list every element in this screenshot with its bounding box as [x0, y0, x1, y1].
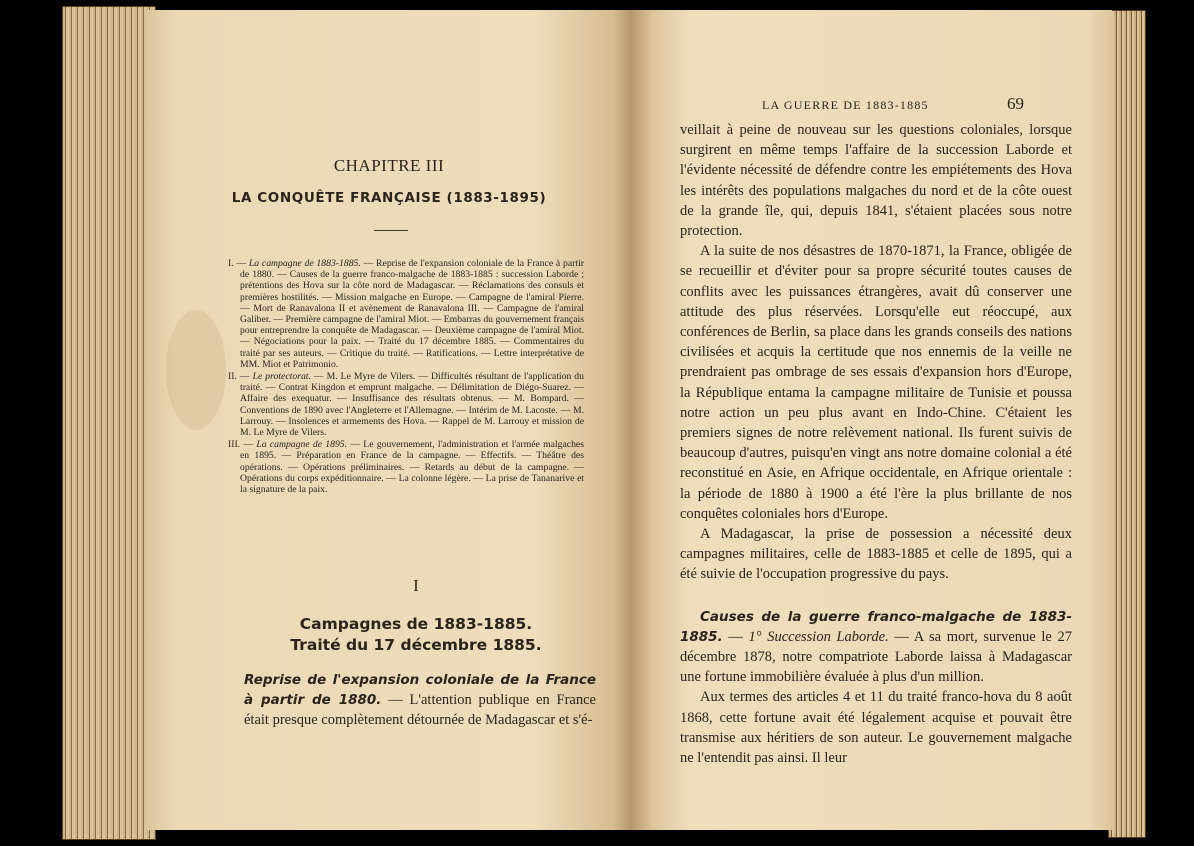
left-page	[146, 10, 632, 830]
summary-item: II. — Le protectorat. — M. Le Myre de Vilers. — Difficultés résultant de l'application du traité. — Contrat Kingdon et emprunt malgache. — Délimitation de Diégo-Suarez. — Affaire des exequatur. — Insuffisance des résultats obtenus. — M. Bompard. — Conventions de 1890 avec l'Angleterre et l'Allemagne. — Intérim de M. Lacoste. — M. Larrouy. — Insolences et armements des Hova. — Rappel de M. Larrouy et mission de M. Le Myre de Vilers.	[228, 371, 584, 439]
paragraph-heading: Reprise de l'expansion coloniale de la France à partir de 1880.	[244, 672, 596, 708]
page-edges-right	[1108, 10, 1146, 838]
title-rule	[374, 230, 408, 231]
section-numeral: I	[413, 576, 419, 595]
paragraph: Causes de la guerre franco-malgache de 1883-1885. — 1° Succession Laborde. — A sa mort, survenue le 27 décembre 1878, notre compatriote Laborde laissa à Madagascar une fortune immobilière évaluée à plus d'un million.	[680, 608, 1072, 686]
paper-stain	[166, 310, 226, 430]
paragraph-text: — L'attention publique en France était presque complètement détournée de Madagascar et s'é-	[244, 692, 596, 728]
chapter-title: LA CONQUÊTE FRANÇAISE (1883-1895)	[231, 190, 547, 206]
paragraph: veillait à peine de nouveau sur les questions coloniales, lorsque surgirent en même temps l'affaire de la succession Laborde et l'évidente nécessité de défendre contre les empiétements des Hova les intérêts des populations malgaches du nord et de la côte ouest de la grande île, qui, depuis 1841, s'étaient placées sous notre protection.	[680, 122, 1072, 240]
summary-item: I. — La campagne de 1883-1885. — Reprise de l'expansion coloniale de la France à partir de 1880. — Causes de la guerre franco-malgache de 1883-1885 : succession Laborde ; prétentions des Hova sur la côte nord de Madagascar. — Réclamations des consuls et premières hostilités. — Mission malgache en Europe. — Campagne de l'amiral Pierre. — Mort de Ranavalona II et avènement de Ranavalona III. — Campagne de l'amiral Galiber. — Première campagne de l'amiral Miot. — Embarras du gouvernement français pour entreprendre la conquête de Madagascar. — Deuxième campagne de l'amiral Miot. — Négociations pour la paix. — Traité du 17 décembre 1885. — Commentaires du traité par ses auteurs. — Critique du traité. — Ratifications. — Lettre interprétative de MM. Miot et Patrimonio.	[228, 258, 584, 370]
chapter-number: CHAPITRE III	[333, 156, 445, 175]
left-body-text	[244, 670, 596, 730]
paragraph: A la suite de nos désastres de 1870-1871, la France, obligée de se recueillir et d'éviter pour sa propre sécurité toutes causes de conflits avec les puissances étrangères, avait dû conserver une attitude des plus réservées. Lorsqu'elle eut réoccupé, aux conférences de Berlin, sa place dans les grands conseils des nations civilisées et acquis la certitude que nos ennemis de la veille ne prendraient pas ombrage de ses essais d'expansion hors d'Europe, la République entama la campagne militaire de Tunisie et poussa notre action un peu plus avant en Indo-Chine. C'étaient les premiers signes de notre relèvement national. Ils furent suivis de beaucoup d'autres, puisqu'en vingt ans notre domaine colonial a été reconstitué en Asie, en Afrique occidentale, en Afrique orientale : la période de 1880 à 1900 a été l'ère la plus brillante de nos conquêtes coloniales hors d'Europe.	[680, 243, 1072, 522]
right-body-text	[680, 120, 1072, 768]
section-title: Campagnes de 1883-1885. Traité du 17 décembre 1885.	[290, 615, 542, 654]
right-page	[632, 10, 1112, 830]
paragraph: Aux termes des articles 4 et 11 du traité franco-hova du 8 août 1868, cette fortune avait été légalement acquise et pouvait être transmise aux héritiers de son auteur. Le gouvernement malgache ne l'entendit pas ainsi. Il leur	[680, 689, 1072, 767]
paragraph: A Madagascar, la prise de possession a nécessité deux campagnes militaires, celle de 1883-1885 et celle de 1895, qui a été suivie de l'occupation progressive du pays.	[680, 526, 1072, 583]
page-edges-left	[62, 6, 156, 840]
summary-item: III. — La campagne de 1895. — Le gouvernement, l'administration et l'armée malgaches en 1895. — Préparation en France de la campagne. — Effectifs. — Théâtre des opérations. — Opérations préliminaires. — Retards au début de la campagne. — Opérations du corps expéditionnaire. — La colonne légère. — La prise de Tananarive et la signature de la paix.	[228, 439, 584, 496]
running-head: LA GUERRE DE 1883-1885	[762, 98, 929, 112]
page-number: 69	[1007, 94, 1024, 113]
chapter-summary	[228, 258, 584, 496]
